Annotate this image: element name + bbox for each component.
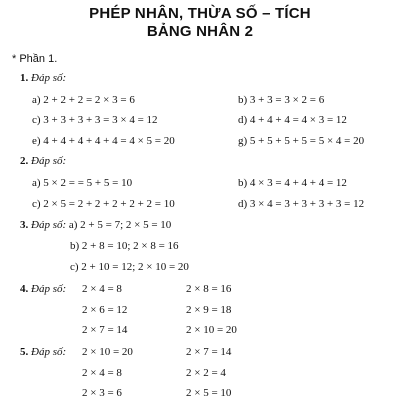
q4-answer-r1c1: 2 × 4 = 8 [82, 283, 122, 295]
answer-label: Đáp số: [31, 346, 67, 358]
section-heading: * Phần 1. [12, 53, 58, 65]
answer-label: Đáp số: [31, 72, 67, 84]
question-2-header [20, 155, 66, 167]
q5-answer-r3c2: 2 × 5 = 10 [186, 387, 232, 399]
q2-answer-b: b) 4 × 3 = 4 + 4 + 4 = 12 [238, 177, 347, 189]
q4-answer-r1c2: 2 × 8 = 16 [186, 283, 232, 295]
q2-answer-c: c) 2 × 5 = 2 + 2 + 2 + 2 + 2 = 10 [32, 198, 175, 210]
question-number: 2. [20, 155, 29, 167]
title-line-2: BẢNG NHÂN 2 [146, 23, 254, 40]
q4-answer-r2c1: 2 × 6 = 12 [82, 304, 128, 316]
q1-answer-b: b) 3 + 3 = 3 × 2 = 6 [238, 94, 325, 106]
q1-answer-g: g) 5 + 5 + 5 + 5 = 5 × 4 = 20 [238, 135, 365, 147]
q3-answer-c: c) 2 + 10 = 12; 2 × 10 = 20 [70, 261, 189, 273]
q5-answer-r1c1: 2 × 10 = 20 [82, 346, 133, 358]
q4-answer-r2c2: 2 × 9 = 18 [186, 304, 232, 316]
q5-answer-r3c1: 2 × 3 = 6 [82, 387, 122, 399]
title-line-1: PHÉP NHÂN, THỪA SỐ – TÍCH [89, 5, 311, 22]
q5-answer-r2c2: 2 × 2 = 4 [186, 367, 226, 379]
q1-answer-c: c) 3 + 3 + 3 + 3 = 3 × 4 = 12 [32, 114, 158, 126]
q1-answer-e: e) 4 + 4 + 4 + 4 + 4 = 4 × 5 = 20 [32, 135, 175, 147]
q1-answer-a: a) 2 + 2 + 2 = 2 × 3 = 6 [32, 94, 135, 106]
question-5-header [20, 346, 66, 358]
answer-label: Đáp số: [31, 283, 67, 295]
question-3-header [20, 219, 171, 231]
answer-label: Đáp số: [31, 219, 67, 231]
question-number: 4. [20, 283, 29, 295]
question-number: 5. [20, 346, 29, 358]
question-number: 1. [20, 72, 29, 84]
question-1-header [20, 72, 66, 84]
q2-answer-a: a) 5 × 2 = = 5 + 5 = 10 [32, 177, 133, 189]
answer-label: Đáp số: [31, 155, 67, 167]
q3-answer-b: b) 2 + 8 = 10; 2 × 8 = 16 [70, 240, 179, 252]
question-number: 3. [20, 219, 29, 231]
q5-answer-r1c2: 2 × 7 = 14 [186, 346, 232, 358]
q5-answer-r2c1: 2 × 4 = 8 [82, 367, 122, 379]
q2-answer-d: d) 3 × 4 = 3 + 3 + 3 + 3 = 12 [238, 198, 365, 210]
question-4-header [20, 283, 66, 295]
q3-answer-a: a) 2 + 5 = 7; 2 × 5 = 10 [68, 219, 172, 231]
q4-answer-r3c2: 2 × 10 = 20 [186, 324, 237, 336]
q4-answer-r3c1: 2 × 7 = 14 [82, 324, 128, 336]
q1-answer-d: d) 4 + 4 + 4 = 4 × 3 = 12 [238, 114, 347, 126]
